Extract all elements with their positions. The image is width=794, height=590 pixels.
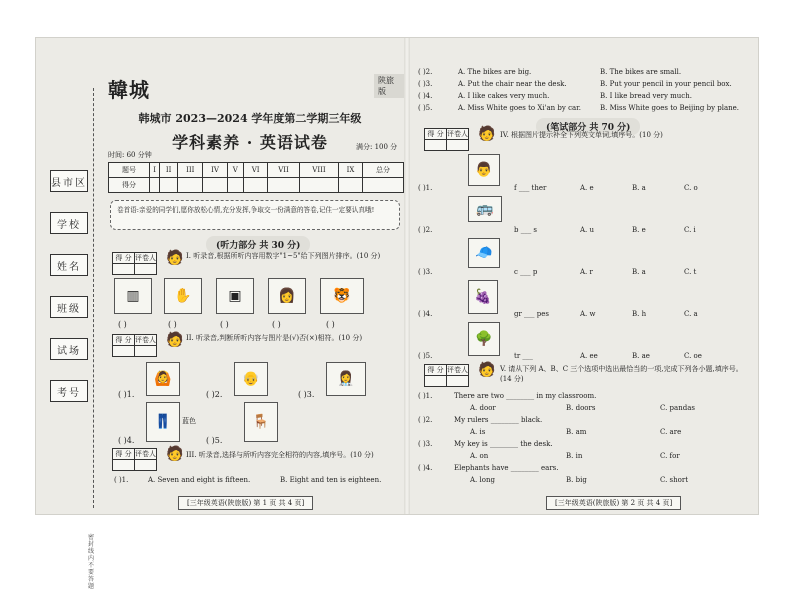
q4-item-1-option-b: B. a [632, 184, 646, 192]
q5-item-3-paren[interactable]: ( )3. [418, 440, 433, 448]
q4-item-3-word: c ___ p [514, 268, 538, 276]
side-field-number: 考号 [50, 380, 88, 402]
q5-item-3-option-c: C. for [660, 452, 680, 460]
q3-item-5-option-a: A. Miss White goes to Xi'an by car. [458, 104, 581, 112]
q3-item-4-option-a: A. I like cakes very much. [458, 92, 550, 100]
q3-item-1-option-a: A. Seven and eight is fifteen. [148, 476, 251, 484]
score-cell[interactable] [149, 178, 159, 193]
q2-item-5[interactable]: ( )5. [206, 436, 223, 445]
q5-item-2-stem: My rulers ________ black. [454, 416, 543, 424]
page-footer-left: [三年级英语(陕旅版) 第 1 页 共 4 页] [178, 496, 313, 510]
seal-line-note: 密封线内不要答题 [88, 534, 95, 590]
exam-sheet [36, 38, 758, 590]
score-col: III [178, 163, 203, 178]
q5-item-3-option-a: A. on [470, 452, 489, 460]
grader-score-cell[interactable] [113, 264, 135, 275]
grader-score-label: 得 分 [425, 365, 447, 376]
q3-item-5-paren[interactable]: ( )5. [418, 104, 433, 112]
q5-item-2-option-c: C. are [660, 428, 682, 436]
score-cell[interactable] [268, 178, 300, 193]
grader-score-label: 得 分 [425, 129, 447, 140]
tv-icon: ▣ [216, 278, 254, 314]
question-2-prompt: II. 听录音,判断所听内容与图片是(√)否(×)相符。(10 分) [186, 334, 363, 342]
grader-name-label: 评卷人 [447, 130, 468, 138]
q4-item-5-word: tr ___ [514, 352, 533, 360]
q5-item-3-stem: My key is ________ the desk. [454, 440, 553, 448]
page-footer-right: [三年级英语(陕旅版) 第 2 页 共 4 页] [546, 496, 681, 510]
q3-item-5-option-b: B. Miss White goes to Beijing by plane. [600, 104, 740, 112]
score-cell[interactable] [227, 178, 244, 193]
q4-item-4-paren[interactable]: ( )4. [418, 310, 433, 318]
side-field-room: 试场 [50, 338, 88, 360]
grader-name-label: 评卷人 [135, 450, 156, 458]
right-page [410, 38, 758, 514]
father-icon: 👨 [468, 154, 500, 186]
score-table-row [109, 178, 404, 193]
pants-icon: 👖 [146, 402, 180, 442]
side-field-district: 县市区 [50, 170, 88, 192]
exam-title-line1: 韩城市 2023—2024 学年度第二学期三年级 [138, 112, 362, 125]
q1-answer-3[interactable]: ( ) [220, 320, 229, 329]
student-avatar-icon: 🧑 [166, 446, 184, 462]
q1-answer-4[interactable]: ( ) [272, 320, 281, 329]
side-field-class: 班级 [50, 296, 88, 318]
q5-item-4-option-b: B. big [566, 476, 587, 484]
bus-icon: 🚌 [468, 196, 502, 222]
q5-item-2-option-b: B. am [566, 428, 587, 436]
q4-item-1-word: f ___ ther [514, 184, 547, 192]
student-avatar-icon: 🧑 [166, 332, 184, 348]
grader-box-q2 [112, 334, 157, 357]
q4-item-3-option-b: B. a [632, 268, 646, 276]
q3-item-2-option-a: A. The bikes are big. [458, 68, 532, 76]
score-cell[interactable] [178, 178, 203, 193]
q5-item-1-option-b: B. doors [566, 404, 596, 412]
grader-box-q5 [424, 364, 469, 387]
q1-answer-2[interactable]: ( ) [168, 320, 177, 329]
grader-name-label: 评卷人 [135, 254, 156, 262]
student-avatar-icon: 🧑 [478, 362, 496, 378]
q4-item-5-option-a: A. ee [580, 352, 598, 360]
logo: 韓城 [108, 78, 150, 102]
hands-icon: ✋ [164, 278, 202, 314]
grader-score-cell[interactable] [113, 460, 135, 471]
score-col: V [227, 163, 244, 178]
score-row-label: 得分 [109, 178, 150, 193]
q2-item-3[interactable]: ( )3. [298, 390, 315, 399]
q5-item-4-option-c: C. short [660, 476, 689, 484]
full-score: 满分: 100 分 [356, 143, 398, 151]
q5-item-4-stem: Elephants have ________ ears. [454, 464, 559, 472]
q4-item-1-option-c: C. o [684, 184, 698, 192]
grader-name-label: 评卷人 [135, 336, 156, 344]
question-4-prompt: IV. 根据图片提示补全下列英文单词,填序号。(10 分) [500, 131, 663, 139]
notice-box: 卷首语:亲爱的同学们,愿你放松心情,充分发挥,争取交一份满意的答卷,记住一定要认真哦! [110, 200, 400, 230]
q4-item-1-paren[interactable]: ( )1. [418, 184, 433, 192]
q1-answer-5[interactable]: ( ) [326, 320, 335, 329]
score-col: VIII [299, 163, 338, 178]
q3-item-3-option-a: A. Put the chair near the desk. [458, 80, 567, 88]
score-cell[interactable] [299, 178, 338, 193]
grader-name-label: 评卷人 [447, 366, 468, 374]
student-avatar-icon: 🧑 [478, 126, 496, 142]
edition-badge: 陕旅版 [374, 74, 404, 98]
score-col: II [160, 163, 178, 178]
score-col: IX [339, 163, 363, 178]
q5-item-3-option-b: B. in [566, 452, 583, 460]
exam-time: 时间: 60 分钟 [108, 151, 152, 159]
grader-score-label: 得 分 [113, 449, 135, 460]
q3-item-3-option-b: B. Put your pencil in your pencil box. [600, 80, 732, 88]
question-3-prompt: III. 听录音,选择与所听内容完全相符的内容,填序号。(10 分) [186, 451, 374, 459]
grader-box-q3 [112, 448, 157, 471]
cap-icon: 🧢 [468, 238, 500, 268]
score-table [108, 162, 404, 193]
score-cell[interactable] [339, 178, 363, 193]
q3-item-1-option-b: B. Eight and ten is eighteen. [280, 476, 382, 484]
question-1-prompt: I. 听录音,根据所听内容用数字"1~5"给下列图片排序。(10 分) [186, 252, 381, 260]
left-page [36, 38, 404, 590]
exam-title-line2: 学科素养 · 英语试卷 [172, 133, 328, 152]
grader-name-cell[interactable] [447, 376, 469, 387]
score-cell[interactable] [244, 178, 268, 193]
q4-item-3-paren[interactable]: ( )3. [418, 268, 433, 276]
q5-item-1-option-c: C. pandas [660, 404, 695, 412]
grader-score-cell[interactable] [425, 140, 447, 151]
color-label: 蓝色 [182, 417, 196, 425]
grader-box-q1 [112, 252, 157, 275]
q3-item-3-paren[interactable]: ( )3. [418, 80, 433, 88]
side-field-name: 姓名 [50, 254, 88, 276]
grader-score-label: 得 分 [113, 253, 135, 264]
score-cell[interactable] [160, 178, 178, 193]
teacher-icon: 👩 [268, 278, 306, 314]
abacus-icon: ▥ [114, 278, 152, 314]
q4-item-4-option-c: C. a [684, 310, 698, 318]
score-col: 题号 [109, 163, 150, 178]
q4-item-2-word: b ___ s [514, 226, 538, 234]
tree-icon: 🌳 [468, 322, 500, 356]
q4-item-4-word: gr ___ pes [514, 310, 549, 318]
q3-item-2-paren[interactable]: ( )2. [418, 68, 433, 76]
score-cell[interactable] [362, 178, 403, 193]
q4-item-2-paren[interactable]: ( )2. [418, 226, 433, 234]
writing-section-header: (笔试部分 共 70 分) [536, 118, 640, 135]
score-col: VII [268, 163, 300, 178]
grader-box-q4 [424, 128, 469, 151]
score-cell[interactable] [203, 178, 227, 193]
side-field-school: 学校 [50, 212, 88, 234]
grader-score-cell[interactable] [425, 376, 447, 387]
q5-item-2-paren[interactable]: ( )2. [418, 416, 433, 424]
q2-item-1[interactable]: ( )1. [118, 390, 135, 399]
q4-item-4-option-b: B. h [632, 310, 647, 318]
q4-item-2-option-c: C. i [684, 226, 696, 234]
student-avatar-icon: 🧑 [166, 250, 184, 266]
grapes-icon: 🍇 [468, 280, 498, 314]
listening-section-header: (听力部分 共 30 分) [206, 236, 310, 253]
q4-item-3-option-a: A. r [580, 268, 593, 276]
tiger-icon: 🐯 [320, 278, 364, 314]
grader-name-cell[interactable] [135, 264, 157, 275]
q3-item-2-option-b: B. The bikes are small. [600, 68, 682, 76]
chair-icon: 🪑 [244, 402, 278, 442]
q4-item-3-option-c: C. t [684, 268, 697, 276]
boy-arms-icon: 🙆 [146, 362, 180, 396]
grader-name-cell[interactable] [447, 140, 469, 151]
q4-item-4-option-a: A. w [580, 310, 596, 318]
q1-answer-1[interactable]: ( ) [118, 320, 127, 329]
nurse-icon: 👩‍⚕️ [326, 362, 366, 396]
grader-name-cell[interactable] [135, 346, 157, 357]
q5-item-1-paren[interactable]: ( )1. [418, 392, 433, 400]
q4-item-2-option-a: A. u [580, 226, 595, 234]
q5-item-4-paren[interactable]: ( )4. [418, 464, 433, 472]
q4-item-5-option-b: B. ae [632, 352, 650, 360]
side-info-strip [42, 164, 98, 590]
q4-item-1-option-a: A. e [580, 184, 594, 192]
grader-score-label: 得 分 [113, 335, 135, 346]
q3-item-1-paren[interactable]: ( )1. [114, 476, 129, 484]
score-col: VI [244, 163, 268, 178]
q5-item-2-option-a: A. is [470, 428, 486, 436]
grandpa-icon: 👴 [234, 362, 268, 396]
score-col: I [149, 163, 159, 178]
q4-item-2-option-b: B. e [632, 226, 646, 234]
q3-item-4-option-b: B. I like bread very much. [600, 92, 692, 100]
q5-item-4-option-a: A. long [470, 476, 495, 484]
grader-score-cell[interactable] [113, 346, 135, 357]
q2-item-4[interactable]: ( )4. [118, 436, 135, 445]
score-col: IV [203, 163, 227, 178]
q5-item-1-option-a: A. door [470, 404, 496, 412]
q4-item-5-paren[interactable]: ( )5. [418, 352, 433, 360]
score-table-header [109, 163, 404, 178]
question-5-prompt: V. 请从下列 A、B、C 三个选项中选出最恰当的一项,完成下列各小题,填序号。(14 分) [500, 365, 743, 383]
q2-item-2[interactable]: ( )2. [206, 390, 223, 399]
q5-item-1-stem: There are two ________ in my classroom. [454, 392, 597, 400]
grader-name-cell[interactable] [135, 460, 157, 471]
q3-item-4-paren[interactable]: ( )4. [418, 92, 433, 100]
q4-item-5-option-c: C. oe [684, 352, 702, 360]
score-col: 总分 [362, 163, 403, 178]
